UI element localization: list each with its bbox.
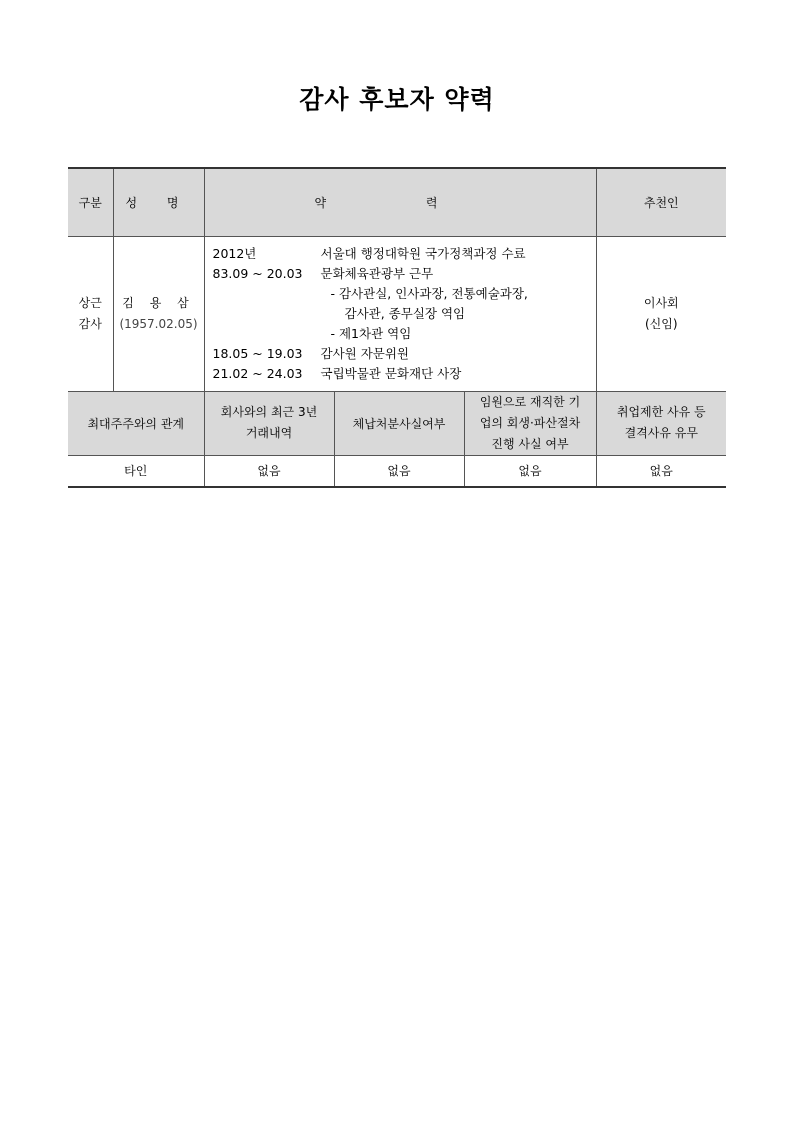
disclosure-header-row [68,391,726,455]
career-date: 83.09 ~ 20.03 [212,265,303,281]
value-disqualification: 없음 [596,455,726,487]
header-line: 최대주주와의 관계 [87,416,185,431]
career-date: 18.05 ~ 19.03 [212,345,303,361]
candidate-birth: (1957.02.05) [119,316,198,331]
header-largest-shareholder-relation [68,391,204,455]
value-recent-transactions: 없음 [204,455,334,487]
career-line [213,264,588,284]
career-text: 감사원 자문위원 [320,345,409,361]
value-insolvency-history: 없음 [464,455,596,487]
candidate-name-cell [113,236,204,391]
career-date: 21.02 ~ 24.03 [212,365,303,381]
candidate-career [204,236,596,391]
header-tax-delinquency [334,391,464,455]
disclosure-value-row [68,455,726,487]
header-line: 거래내역 [245,426,293,440]
value-largest-shareholder-relation: 타인 [68,455,204,487]
header-insolvency-history [464,391,596,455]
career-text: 문화체육관광부 근무 [320,265,434,281]
career-line [213,304,588,324]
candidate-name: 김 용 삼 [122,295,195,310]
header-line: 업의 회생·파산절차 [479,415,581,430]
header-disqualification [596,391,726,455]
candidate-profile-table [68,167,726,488]
candidate-recommender [596,236,726,391]
header-name: 성 명 [113,168,204,236]
header-line: 회사와의 최근 3년 [220,405,318,419]
career-line [213,344,588,364]
recommender-line: (신임) [644,316,678,331]
header-line: 취업제한 사유 등 [616,405,706,419]
header-line: 결격사유 유무 [624,426,698,440]
document-title: 감사 후보자 약력 [299,85,495,114]
candidate-row [68,236,726,391]
header-career: 약 력 [204,168,596,236]
header-line: 체납처분사실여부 [352,416,446,431]
candidate-category [68,236,113,391]
recommender-line: 이사회 [643,295,679,310]
career-line [213,324,588,344]
career-text: - 감사관실, 인사과장, 전통예술과장, [330,285,528,301]
header-line: 진행 사실 여부 [491,436,569,451]
header-category: 구분 [68,168,113,236]
career-date: 2012년 [212,245,257,261]
header-line: 임원으로 재직한 기 [479,394,581,409]
career-text: 감사관, 종무실장 역임 [344,305,466,321]
category-line: 상근 [78,295,102,310]
category-line: 감사 [78,316,102,331]
career-text: - 제1차관 역임 [330,325,412,341]
value-tax-delinquency: 없음 [334,455,464,487]
header-recommender: 추천인 [596,168,726,236]
career-line [213,284,588,304]
career-line [213,364,588,384]
career-text: 국립박물관 문화재단 사장 [320,365,462,381]
table-header-row [68,168,726,236]
career-line [213,244,588,264]
career-text: 서울대 행정대학원 국가정책과정 수료 [320,245,526,261]
header-recent-transactions [204,391,334,455]
